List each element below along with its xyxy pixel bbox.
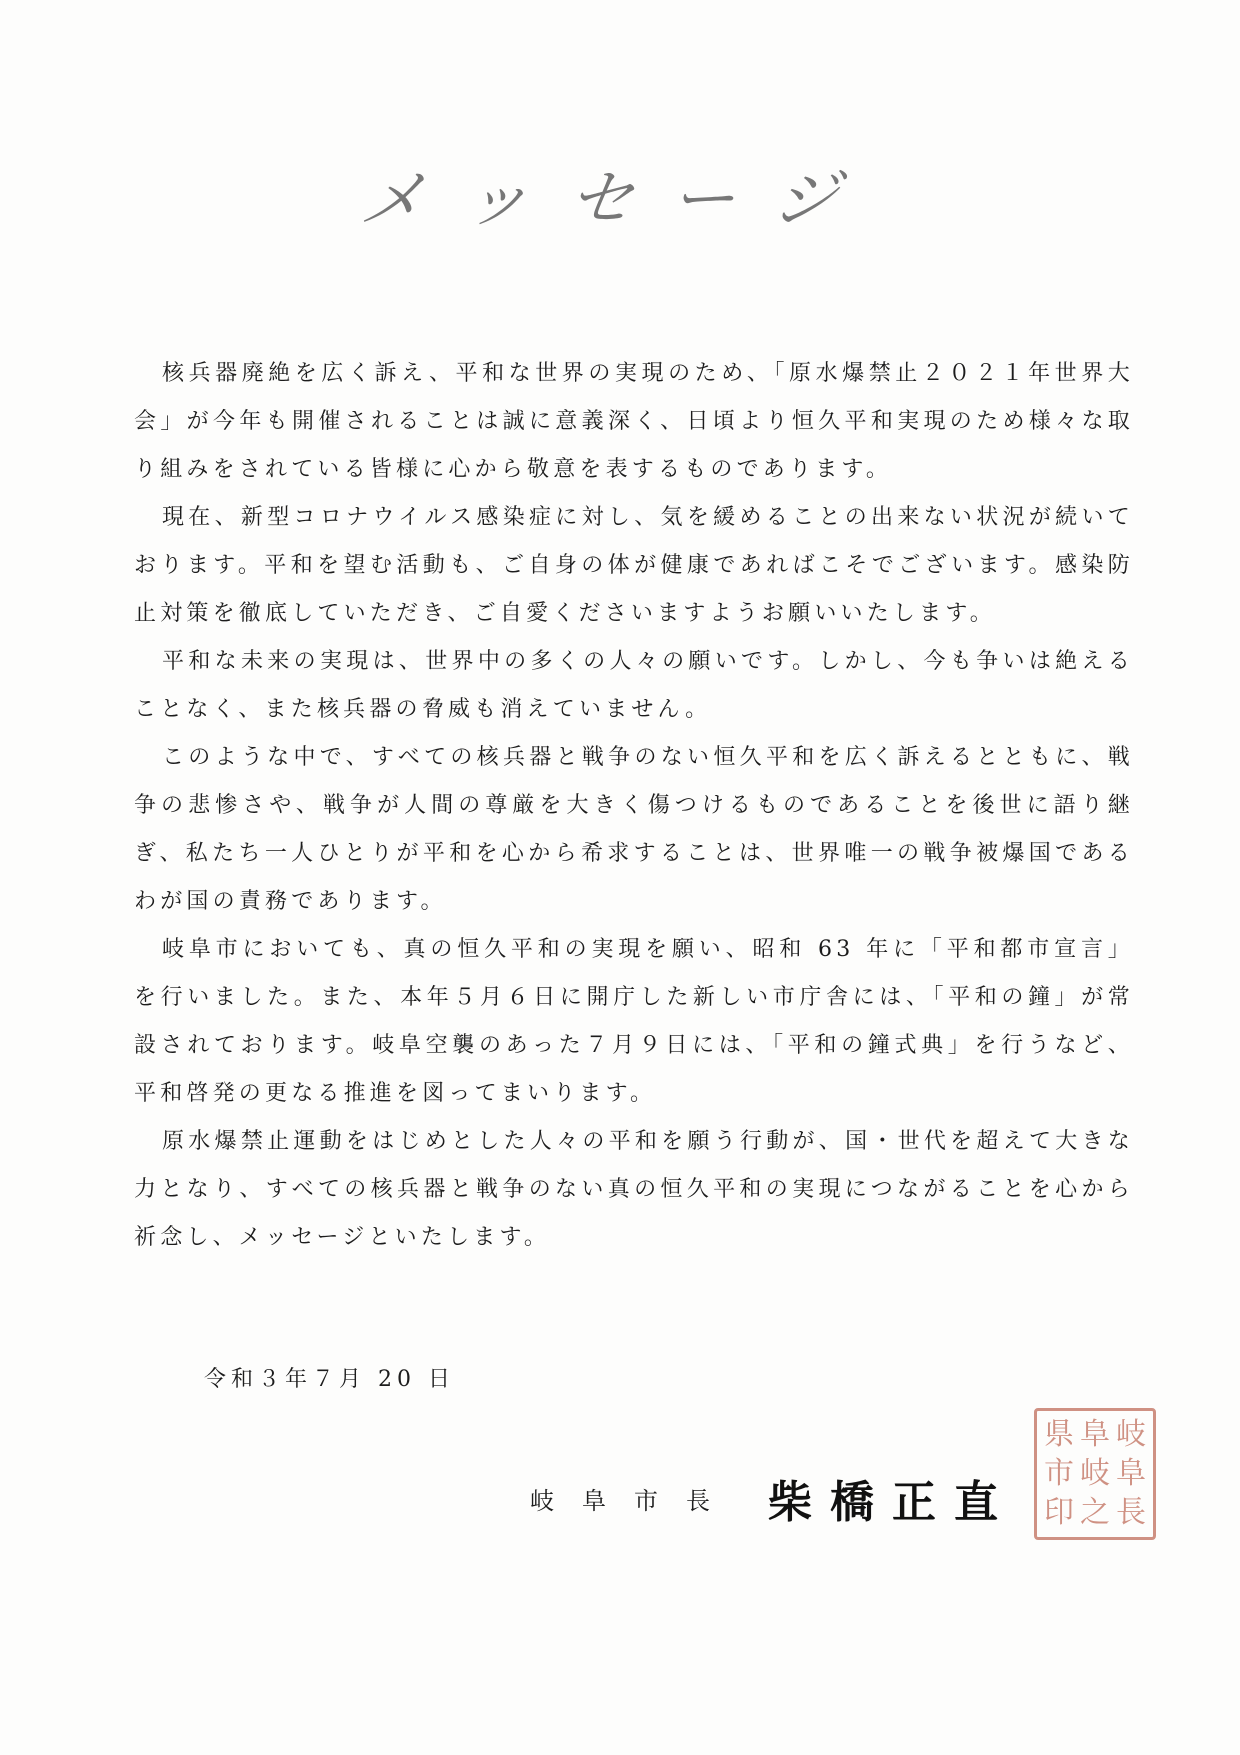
seal-char: 之 — [1080, 1495, 1110, 1531]
signatory-title: 岐阜市長 — [530, 1486, 738, 1515]
seal-char: 阜 — [1116, 1455, 1146, 1491]
seal-char: 岐 — [1116, 1416, 1146, 1452]
document-title: メッセージ — [355, 163, 883, 237]
seal-char: 長 — [1116, 1495, 1146, 1531]
seal-char: 県 — [1044, 1416, 1074, 1452]
seal-characters — [1041, 1415, 1149, 1533]
paragraph-6: 原水爆禁止運動をはじめとした人々の平和を願う行動が、国・世代を超えて大きな力となり、すべての核兵器と戦争のない真の恒久平和の実現につながることを心から祈念し、メッセージといたします。 — [134, 1129, 1134, 1250]
message-body — [134, 350, 1134, 1262]
seal-char: 岐 — [1080, 1455, 1110, 1491]
paragraph-1: 核兵器廃絶を広く訴え、平和な世界の実現のため、「原水爆禁止２０２１年世界大会」が今年も開催されることは誠に意義深く、日頃より恒久平和実現のため様々な取り組みをされている皆様に心から敬意を表するものであります。 — [134, 361, 1134, 482]
signature-block — [530, 1466, 1016, 1530]
paragraph-2: 現在、新型コロナウイルス感染症に対し、気を緩めることの出来ない状況が続いております。平和を望む活動も、ご自身の体が健康であればこそでございます。感染防止対策を徹底していただき、ご自愛くださいますようお願いいたします。 — [134, 505, 1134, 626]
paragraph-3: 平和な未来の実現は、世界中の多くの人々の願いです。しかし、今も争いは絶えることなく、また核兵器の脅威も消えていません。 — [134, 649, 1134, 722]
signatory-name: 柴橋正直 — [768, 1477, 1016, 1528]
official-seal-stamp — [1034, 1408, 1156, 1540]
paragraph-4: このような中で、すべての核兵器と戦争のない恒久平和を広く訴えるとともに、戦争の悲惨さや、戦争が人間の尊厳を大きく傷つけるものであることを後世に語り継ぎ、私たち一人ひとりが平和を心から希求することは、世界唯一の戦争被爆国であるわが国の責務であります。 — [134, 745, 1134, 914]
seal-char: 市 — [1044, 1455, 1074, 1491]
paragraph-5: 岐阜市においても、真の恒久平和の実現を願い、昭和 63 年に「平和都市宣言」を行いました。また、本年５月６日に開庁した新しい市庁舎には、「平和の鐘」が常設されております。岐阜空襲のあった７月９日には、「平和の鐘式典」を行うなど、平和啓発の更なる推進を図ってまいります。 — [134, 937, 1134, 1106]
seal-char: 印 — [1044, 1495, 1074, 1531]
seal-char: 阜 — [1080, 1416, 1110, 1452]
document-date: 令和３年７月 20 日 — [204, 1367, 455, 1392]
